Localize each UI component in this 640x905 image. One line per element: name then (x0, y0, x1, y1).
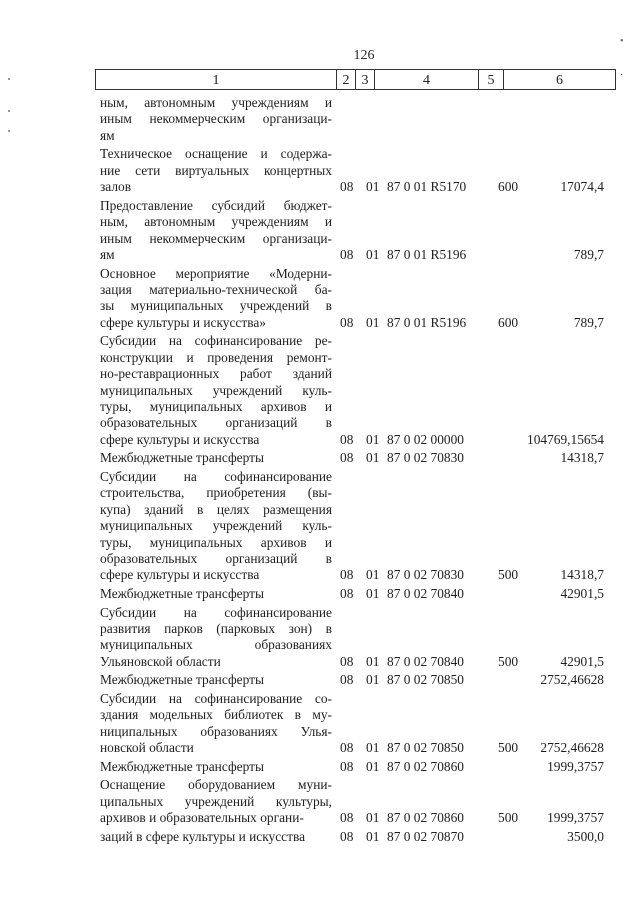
column-header-5: 5 (478, 70, 503, 89)
description-line: Межбюджетные трансферты (100, 758, 264, 774)
section-code: 08 (340, 810, 354, 826)
description-line: Предоставление субсидий бюджет- (100, 197, 332, 213)
section-code: 08 (340, 758, 354, 774)
row-description (100, 605, 332, 671)
description-line: ние сети виртуальных концертных (100, 162, 332, 178)
section-code: 08 (340, 586, 354, 601)
subsection-code: 01 (366, 179, 380, 195)
description-line: ным, автономным учреждениям и (100, 95, 332, 110)
expense-type-code: 500 (498, 810, 519, 826)
target-article-code: 87 0 02 70860 (387, 810, 464, 826)
target-article-code: 87 0 01 R5196 (387, 314, 467, 330)
row-description (100, 333, 332, 448)
row-amount: 14318,7 (560, 450, 604, 466)
row-amount: 1999,3757 (547, 758, 604, 774)
description-line: купа) зданий в целях размещения (100, 501, 332, 517)
scan-speck (8, 110, 10, 112)
description-line: муниципальных учреждений куль- (100, 382, 332, 398)
table-row (100, 828, 604, 845)
column-header-6: 6 (503, 70, 615, 89)
table-row (100, 758, 604, 775)
row-amount: 17074,4 (560, 179, 604, 195)
description-line: Межбюджетные трансферты (100, 450, 264, 466)
subsection-code: 01 (366, 246, 380, 262)
description-line: строительства, приобретения (вы- (100, 485, 332, 501)
subsection-code: 01 (366, 758, 380, 774)
description-line: заций в сфере культуры и искусства (100, 828, 306, 844)
description-line: Межбюджетные трансферты (100, 586, 264, 601)
page-number: 126 (353, 48, 375, 63)
description-line: сфере культуры и искусства» (100, 314, 266, 330)
description-line: Ульяновской области (100, 653, 221, 669)
row-amount: 14318,7 (560, 567, 604, 583)
target-article-code: 87 0 01 R5170 (387, 179, 467, 195)
table-row (100, 586, 604, 602)
expense-type-code: 500 (498, 653, 519, 669)
scan-mark: · (620, 70, 624, 81)
row-description (100, 759, 332, 775)
section-code: 08 (340, 653, 354, 669)
expense-type-code: 600 (498, 179, 519, 195)
column-header-row (95, 69, 616, 90)
description-line: Субсидии на софинансирование (100, 469, 332, 484)
description-line: сфере культуры и искусства (100, 431, 260, 447)
section-code: 08 (340, 450, 354, 466)
description-line: ям (100, 247, 115, 263)
description-line: туры, муниципальных архивов и (100, 399, 332, 415)
description-line: ципальных учреждений культуры, (100, 793, 332, 809)
description-line: образовательных организаций в (100, 415, 332, 431)
table-row (100, 265, 604, 332)
description-line: архивов и образовательных органи- (100, 810, 304, 826)
column-header-2: 2 (336, 70, 355, 89)
description-line: Субсидии на софинансирование ре- (100, 333, 332, 349)
subsection-code: 01 (366, 450, 380, 466)
subsection-code: 01 (366, 567, 380, 583)
target-article-code: 87 0 02 70840 (387, 586, 464, 601)
table-row (100, 333, 604, 448)
column-header-3: 3 (355, 70, 374, 89)
description-line: ям (100, 127, 115, 143)
section-code: 08 (340, 179, 354, 195)
table-row (100, 691, 604, 757)
description-line: муниципальных образованиях (100, 637, 332, 653)
row-amount: 42901,5 (560, 586, 604, 601)
expense-type-code: 500 (498, 567, 519, 583)
row-description (100, 672, 332, 688)
target-article-code: 87 0 02 00000 (387, 431, 464, 447)
row-description (100, 829, 332, 845)
row-amount: 3500,0 (567, 828, 604, 844)
table-row (100, 197, 604, 264)
section-code: 08 (340, 567, 354, 583)
table-row (100, 450, 604, 466)
row-description (100, 146, 332, 195)
description-line: сфере культуры и искусства (100, 567, 260, 583)
description-line: Оснащение оборудованием муни- (100, 777, 332, 793)
description-line: залов (100, 179, 132, 195)
subsection-code: 01 (366, 314, 380, 330)
subsection-code: 01 (366, 828, 380, 844)
description-line: новской области (100, 740, 194, 756)
row-amount: 789,7 (573, 314, 604, 330)
section-code: 08 (340, 431, 354, 447)
row-description (100, 95, 332, 144)
subsection-code: 01 (366, 431, 380, 447)
column-header-4: 4 (374, 70, 478, 89)
section-code: 08 (340, 828, 354, 844)
table-row (100, 777, 604, 826)
description-line: образовательных организаций в (100, 551, 332, 567)
description-line: Техническое оснащение и содержа- (100, 146, 332, 162)
subsection-code: 01 (366, 586, 380, 601)
row-description (100, 586, 332, 602)
section-code: 08 (340, 314, 354, 330)
section-code: 08 (340, 672, 354, 688)
description-line: ниципальных образованиях Улья- (100, 723, 332, 739)
target-article-code: 87 0 02 70840 (387, 653, 464, 669)
subsection-code: 01 (366, 740, 380, 756)
description-line: иным некоммерческим организаци- (100, 111, 332, 127)
target-article-code: 87 0 02 70860 (387, 758, 464, 774)
description-line: муниципальных учреждений куль- (100, 518, 332, 534)
section-code: 08 (340, 740, 354, 756)
description-line: Основное мероприятие «Модерни- (100, 265, 332, 281)
row-description (100, 469, 332, 584)
row-amount: 42901,5 (560, 653, 604, 669)
table-row (100, 146, 604, 195)
table-row (100, 604, 604, 671)
row-description (100, 691, 332, 757)
description-line: Субсидии на софинансирование (100, 604, 332, 620)
table-row (100, 469, 604, 584)
column-header-1: 1 (212, 73, 220, 88)
description-line: но-реставрационных работ зданий (100, 366, 332, 382)
target-article-code: 87 0 02 70870 (387, 828, 464, 844)
description-line: развития парков (парковых зон) в (100, 621, 332, 636)
target-article-code: 87 0 02 70830 (387, 450, 464, 466)
row-amount: 1999,3757 (547, 810, 604, 826)
section-code: 08 (340, 246, 354, 262)
row-description (100, 450, 332, 466)
description-line: иным некоммерческим организаци- (100, 230, 332, 246)
scan-speck (8, 130, 10, 132)
row-description (100, 198, 332, 264)
target-article-code: 87 0 01 R5196 (387, 246, 467, 262)
subsection-code: 01 (366, 672, 380, 688)
expense-type-code: 600 (498, 314, 519, 330)
table-row (100, 672, 604, 688)
description-line: конструкции и проведения ремонт- (100, 349, 332, 365)
table-row (100, 95, 332, 144)
target-article-code: 87 0 02 70850 (387, 740, 464, 756)
description-line: зы муниципальных учреждений в (100, 298, 332, 314)
description-line: ным, автономным учреждениям и (100, 214, 332, 230)
target-article-code: 87 0 02 70850 (387, 672, 464, 688)
expense-type-code: 500 (498, 740, 519, 756)
target-article-code: 87 0 02 70830 (387, 567, 464, 583)
scan-speck (8, 78, 10, 80)
row-amount: 789,7 (573, 246, 604, 262)
description-line: зация материально-технической ба- (100, 282, 332, 297)
subsection-code: 01 (366, 810, 380, 826)
description-line: здания модельных библиотек в му- (100, 707, 332, 723)
subsection-code: 01 (366, 653, 380, 669)
row-description (100, 777, 332, 826)
row-amount: 2752,46628 (540, 672, 604, 688)
description-line: туры, муниципальных архивов и (100, 534, 332, 550)
row-amount: 2752,46628 (540, 740, 604, 756)
scan-mark: • (620, 36, 624, 47)
row-description (100, 266, 332, 332)
row-amount: 104769,15654 (527, 431, 604, 447)
description-line: Межбюджетные трансферты (100, 672, 264, 688)
description-line: Субсидии на софинансирование со- (100, 691, 332, 706)
